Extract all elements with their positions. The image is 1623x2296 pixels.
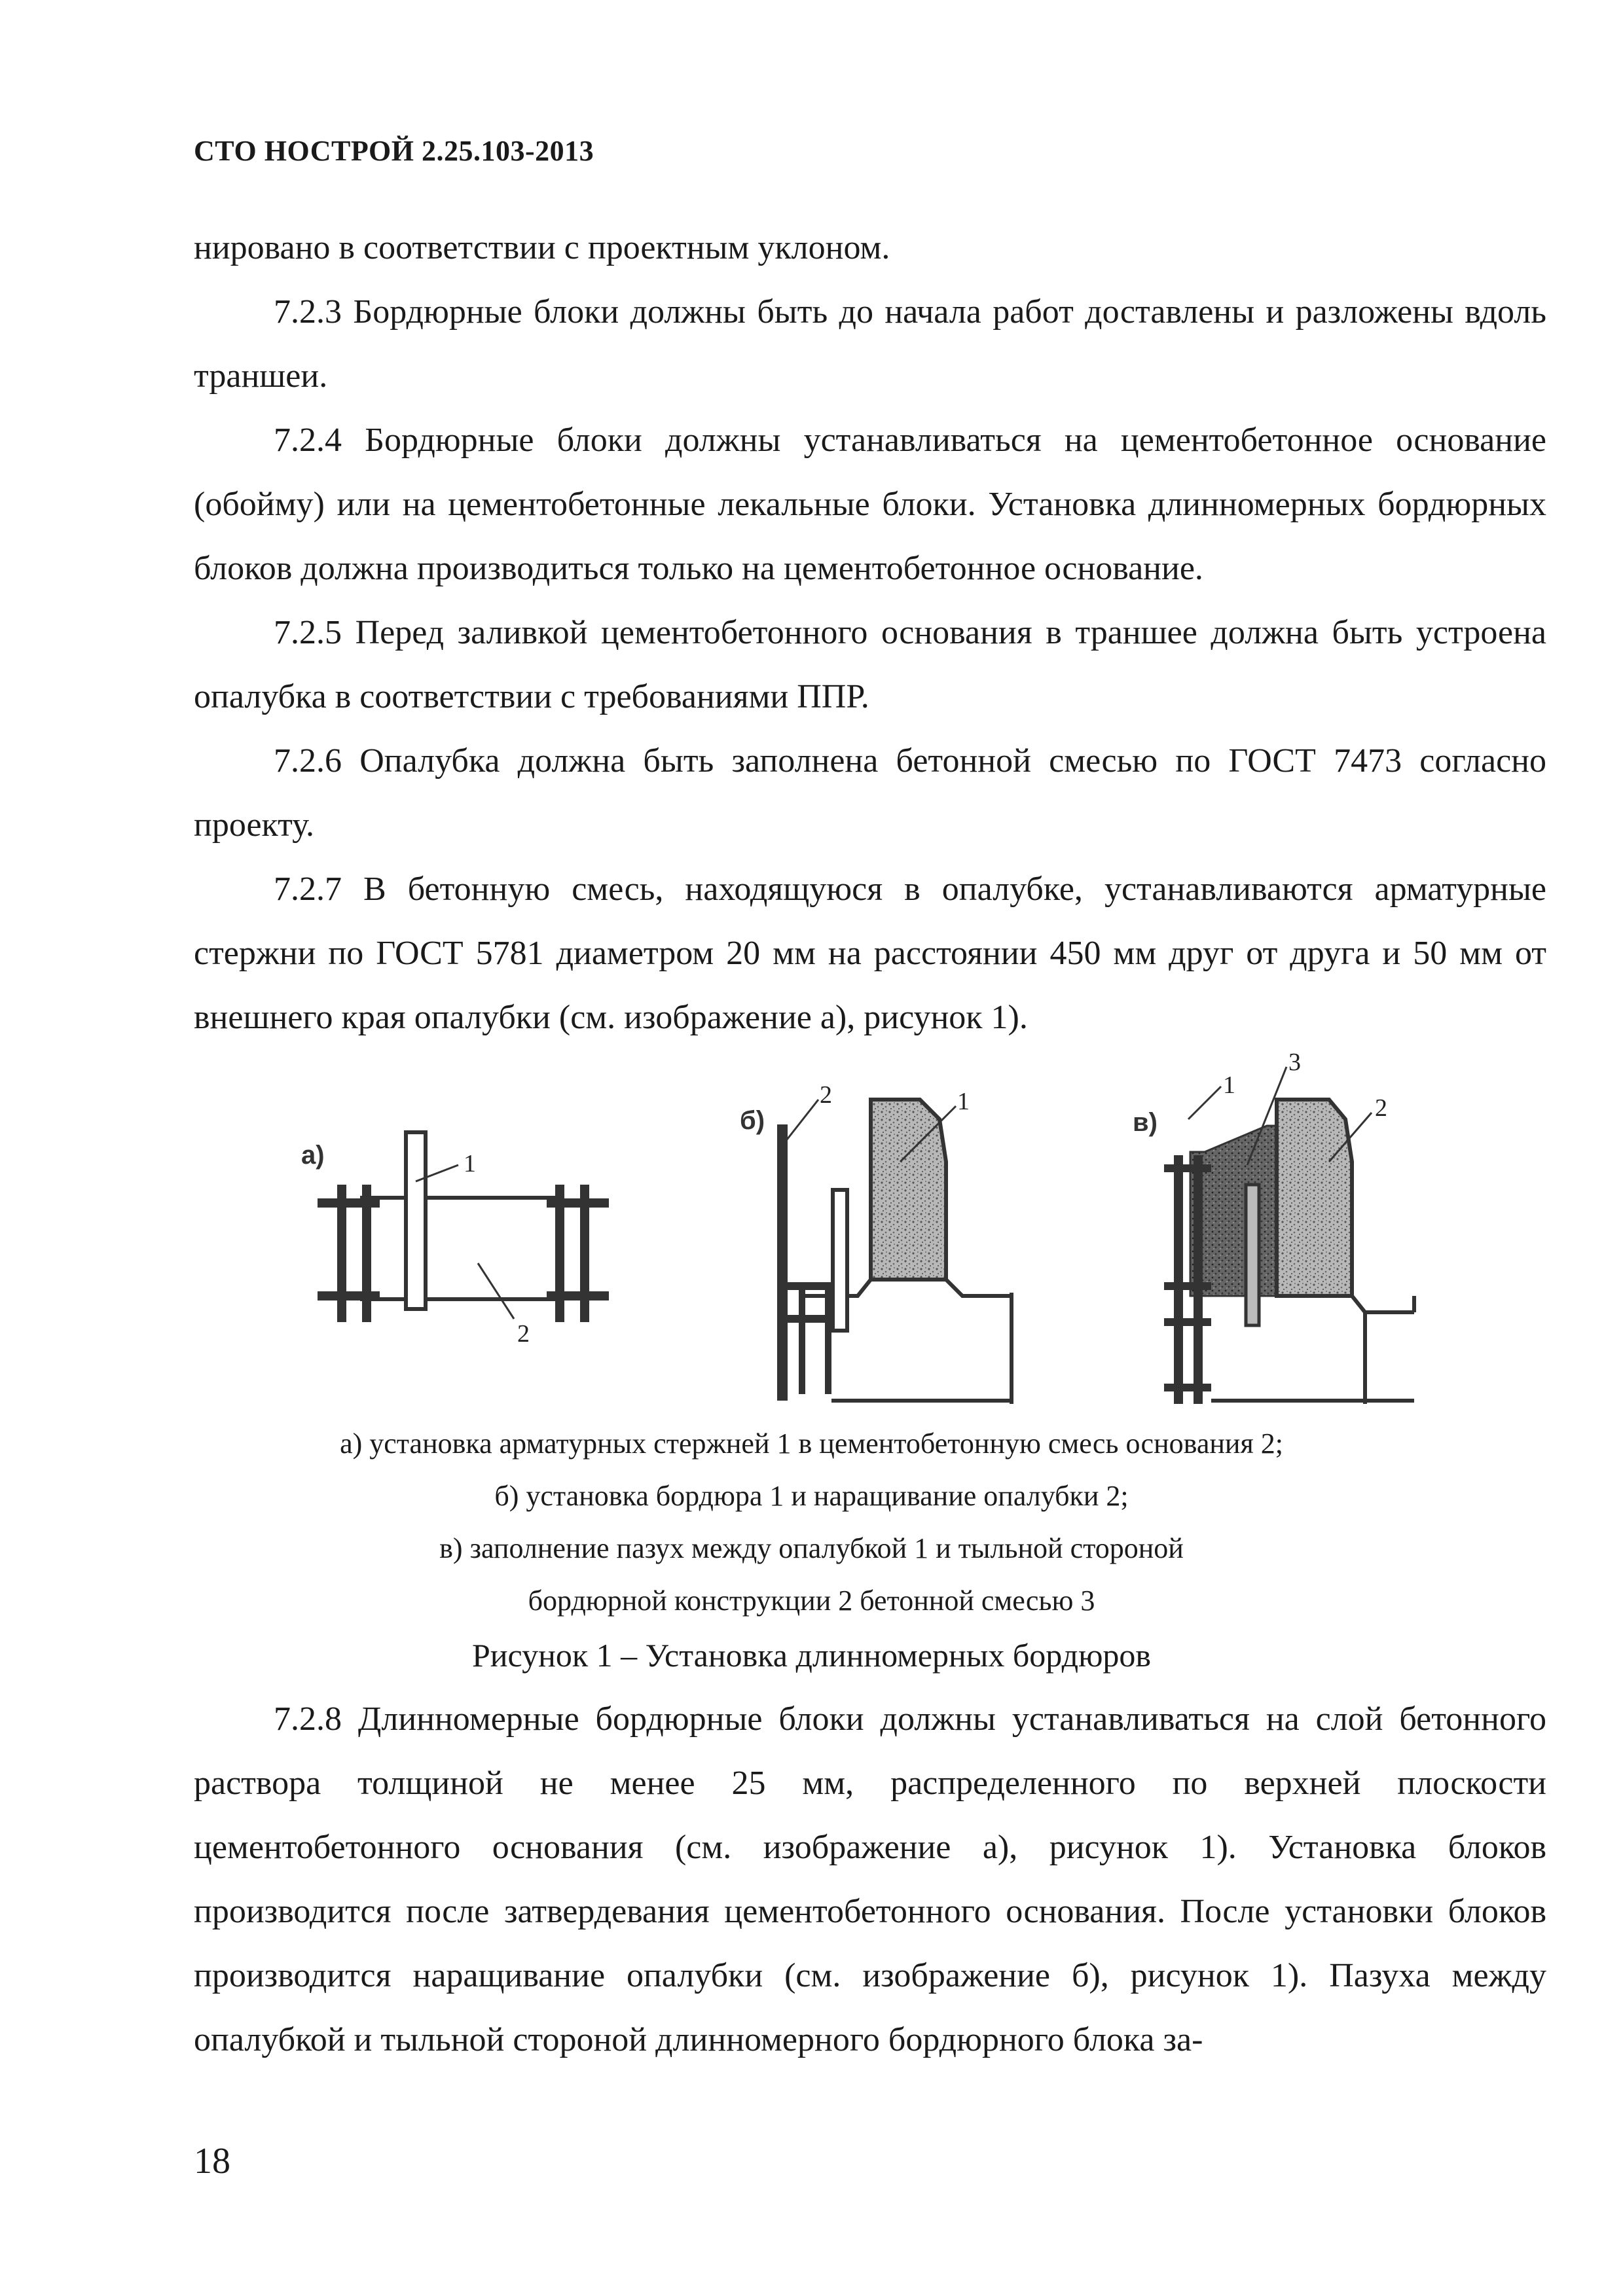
paragraph: нировано в соответствии с проектным уклоном. (194, 229, 890, 266)
paragraph-7-2-4: 7.2.4 Бордюрные блоки должны устанавливаться на цементобетонное основание (обойму) или на цементобетонные лекальные блоки. Установка длинномерных бордюрных блоков должна производиться только на цементобетонное основание. (194, 422, 1546, 587)
paragraph-7-2-7: 7.2.7 В бетонную смесь, находящуюся в опалубке, устанавливаются арматурные стержни по ГОСТ 5781 диаметром 20 мм на расстоянии 450 мм друг от друга и 50 мм от внешнего края опалубки (см. изображение а), рисунок 1). (194, 870, 1546, 1036)
callout-c-3: 3 (1288, 1049, 1301, 1076)
figure-caption-c-line1: в) заполнение пазух между опалубкой 1 и тыльной стороной (439, 1532, 1184, 1564)
figure-caption-c-line2: бордюрной конструкции 2 бетонной смесью 3 (528, 1585, 1095, 1617)
panel-c (1133, 1049, 1414, 1404)
document-header: СТО НОСТРОЙ 2.25.103-2013 (194, 135, 594, 167)
callout-c-2: 2 (1375, 1094, 1387, 1122)
panel-a-label: а) (301, 1141, 325, 1170)
panel-b (740, 1081, 1012, 1404)
body-text-top (194, 216, 1546, 1050)
paragraph-7-2-6: 7.2.6 Опалубка должна быть заполнена бетонной смесью по ГОСТ 7473 согласно проекту. (194, 742, 1546, 844)
figure-1-drawing (0, 1047, 1623, 1427)
paragraph-7-2-3: 7.2.3 Бордюрные блоки должны быть до начала работ доставлены и разложены вдоль траншеи. (194, 293, 1546, 395)
panel-a (301, 1132, 609, 1348)
panel-c-label: в) (1133, 1108, 1158, 1137)
callout-b-1: 1 (957, 1088, 970, 1115)
figure-title: Рисунок 1 – Установка длинномерных бордюров (471, 1637, 1152, 1674)
page-number: 18 (194, 2141, 230, 2181)
panel-b-label: б) (740, 1106, 765, 1135)
figure-1 (0, 1047, 1623, 1427)
figure-caption-b: б) установка бордюра 1 и наращивание опалубки 2; (494, 1480, 1129, 1512)
paragraph-7-2-8: 7.2.8 Длинномерные бордюрные блоки должны устанавливаться на слой бетонного раствора толщиной не менее 25 мм, распределенного по верхней плоскости цементобетонного основания (см. изображение а), рисунок 1). Установка блоков производится после затвердевания цементобетонного основания. После установки блоков производится наращивание опалубки (см. изображение б), рисунок 1). Пазуха между опалубкой и тыльной стороной длинномерного бордюрного блока за- (194, 1700, 1546, 2058)
callout-c-1: 1 (1223, 1071, 1235, 1099)
figure-caption-a: а) установка арматурных стержней 1 в цементобетонную смесь основания 2; (340, 1427, 1283, 1460)
body-text-bottom (194, 1687, 1546, 2072)
callout-a-2: 2 (517, 1320, 530, 1348)
paragraph-7-2-5: 7.2.5 Перед заливкой цементобетонного основания в траншее должна быть устроена опалубка в соответствии с требованиями ППР. (194, 614, 1546, 715)
callout-a-1: 1 (464, 1150, 476, 1177)
callout-b-2: 2 (820, 1081, 832, 1109)
